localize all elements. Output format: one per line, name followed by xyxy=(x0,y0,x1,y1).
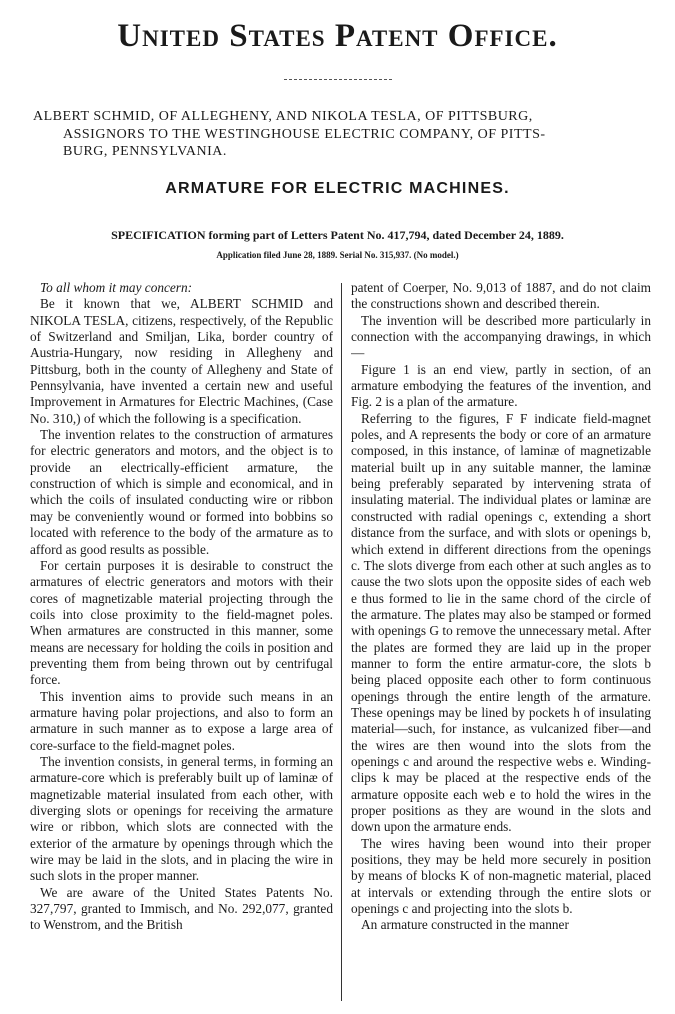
title-rule xyxy=(284,79,392,80)
left-column xyxy=(30,280,333,934)
paragraph: patent of Coerper, No. 9,013 of 1887, and do not claim the constructions shown and described therein. xyxy=(351,280,651,312)
inventors-line-2: ASSIGNORS TO THE WESTINGHOUSE ELECTRIC COMPANY, OF PITTS- xyxy=(63,126,546,142)
paragraph: An armature constructed in the manner xyxy=(361,917,569,933)
right-column xyxy=(351,280,651,934)
paragraph: For certain purposes it is desirable to construct the armatures of electric generators and motors with their cores of magnetizable material projecting through the coils into close proximity to the field-magnet poles. When armatures are constructed in this manner, some means are necessary for holding the coils in position and preventing them from being thrown out by centrifugal force. xyxy=(30,557,333,688)
invention-title: ARMATURE FOR ELECTRIC MACHINES. xyxy=(165,180,510,197)
paragraph: Be it known that we, ALBERT SCHMID and NIKOLA TESLA, citizens, respectively, of the Republic of Switzerland and Smiljan, Lika, border country of Austria-Hungary, now residing in Allegheny and Pittsburg, both in the county of Allegheny and State of Pennsylvania, have invented a certain new and useful Improvement in Armatures for Electric Machines, (Case No. 310,) of which the following is a specification. xyxy=(30,296,333,426)
paragraph: The invention consists, in general terms, in forming an armature-core which is preferably built up of laminæ of magnetizable material insulated from each other, with diverging slots or openings for receiving the armature wire or ribbon, which slots are connected with the exterior of the armature by openings through which the wire may be laid in the slots, and in placing the wire in such slots in the proper manner. xyxy=(30,753,333,884)
salutation: To all whom it may concern: xyxy=(40,280,193,295)
paragraph: The invention will be described more particularly in connection with the accompanying drawings, in which— xyxy=(351,312,651,361)
paragraph: Referring to the figures, F F indicate field-magnet poles, and A represents the body or core of an armature composed, in this instance, of laminæ of magnetizable material built up in any suitable manner, the laminæ being preferably separated by intervening strata of insulating material. The individual plates or laminæ are constructed with radial openings c, extending a short distance from the surface, and with slots or openings b, which extend in different directions from the openings c. The slots diverge from each other at such angles as to cause the two slots upon the opposite sides of each web e thus formed to lie in the same chord of the circle of the armature. The plates may also be stamped or formed with openings G to remove the unnecessary metal. After the plates are formed they are laid up in the proper manner to form the entire armatur-core, the slots b being placed opposite each other to form continuous openings through the entire length of the armature. These openings may be lined by pockets h of insulating material—such, for instance, as vulcanized fiber—and the wires are then wound into the slots from the openings c and around the respective webs e. Winding-clips k may be placed at the respective ends of the armature opposite each web e to hold the wires in the proper positions as they are wound in the slots and down upon the armature ends. xyxy=(351,410,651,835)
specification-line: SPECIFICATION forming part of Letters Patent No. 417,794, dated December 24, 1889. xyxy=(111,228,564,242)
application-filed-line: Application filed June 28, 1889. Serial No. 315,937. (No model.) xyxy=(216,250,459,260)
inventors-line-1: ALBERT SCHMID, OF ALLEGHENY, AND NIKOLA TESLA, OF PITTSBURG, xyxy=(33,109,533,124)
paragraph: The wires having been wound into their proper positions, they may be held more securely in position by means of blocks K of non-magnetic material, placed at intervals or extending through the entire slots or openings c and projecting into the slots b. xyxy=(351,835,651,917)
inventors-block xyxy=(33,108,651,161)
paragraph: Figure 1 is an end view, partly in section, of an armature embodying the features of the invention, and Fig. 2 is a plan of the armature. xyxy=(351,361,651,410)
inventors-line-3: BURG, PENNSYLVANIA. xyxy=(63,144,227,159)
office-title: United States Patent Office. xyxy=(117,18,558,54)
column-divider xyxy=(341,283,342,1001)
paragraph: We are aware of the United States Patents No. 327,797, granted to Immisch, and No. 292,077, granted to Wenstrom, and the British xyxy=(30,884,333,933)
paragraph: The invention relates to the construction of armatures for electric generators and motors, and the object is to provide an electrically-efficient armature, the construction of which is simple and economical, and in which the coils of insulated conducting wire or ribbon may be conveniently wound or formed into bobbins so located with reference to the body of the armature as to afford as good results as possible. xyxy=(30,427,333,557)
paragraph: This invention aims to provide such means in an armature having polar projections, and also to form an armature in such manner as to expose a large area of core-surface to the field-magnet poles. xyxy=(30,688,333,753)
